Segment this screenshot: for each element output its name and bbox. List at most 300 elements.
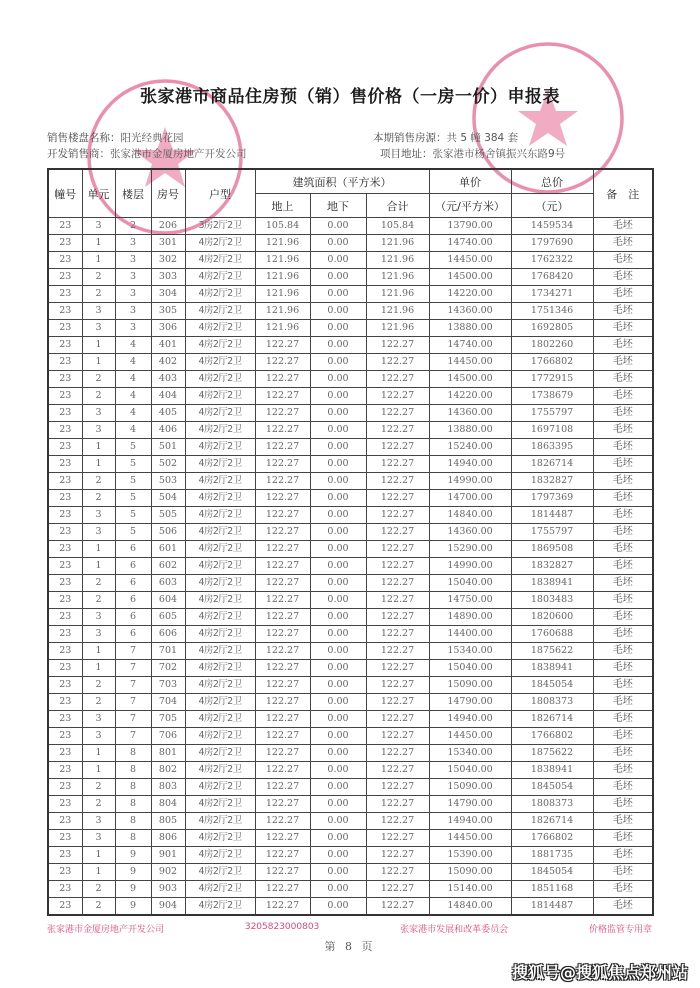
cell-room: 303 [151, 269, 185, 286]
cell-unit: 2 [82, 490, 115, 507]
cell-building: 23 [48, 881, 82, 898]
cell-room: 405 [151, 405, 185, 422]
cell-floor: 8 [115, 762, 151, 779]
cell-area-above: 122.27 [255, 439, 310, 456]
cell-total-price: 1838941 [511, 660, 593, 677]
cell-floor: 5 [115, 490, 151, 507]
cell-remark: 毛坯 [593, 286, 653, 303]
cell-building: 23 [48, 422, 82, 439]
cell-room: 703 [151, 677, 185, 694]
cell-building: 23 [48, 847, 82, 864]
cell-room: 803 [151, 779, 185, 796]
cell-room: 706 [151, 728, 185, 745]
table-row [48, 660, 653, 677]
cell-layout: 4房2厅2卫 [185, 337, 255, 354]
cell-remark: 毛坯 [593, 898, 653, 916]
cell-total-price: 1838941 [511, 575, 593, 592]
cell-unit: 3 [82, 524, 115, 541]
cell-remark: 毛坯 [593, 473, 653, 490]
cell-floor: 3 [115, 286, 151, 303]
cell-floor: 5 [115, 507, 151, 524]
cell-remark: 毛坯 [593, 694, 653, 711]
table-row [48, 609, 653, 626]
cell-layout: 4房2厅2卫 [185, 626, 255, 643]
cell-floor: 5 [115, 439, 151, 456]
cell-area-total: 122.27 [366, 694, 429, 711]
cell-unit: 1 [82, 439, 115, 456]
cell-room: 802 [151, 762, 185, 779]
cell-unit: 1 [82, 337, 115, 354]
cell-area-above: 121.96 [255, 269, 310, 286]
cell-unit-price: 15090.00 [429, 677, 511, 694]
cell-total-price: 1766802 [511, 728, 593, 745]
cell-unit: 1 [82, 558, 115, 575]
cell-unit-price: 14360.00 [429, 303, 511, 320]
table-row [48, 524, 653, 541]
cell-area-below: 0.00 [310, 813, 366, 830]
table-row [48, 864, 653, 881]
cell-unit: 3 [82, 422, 115, 439]
cell-total-price: 1766802 [511, 830, 593, 847]
cell-remark: 毛坯 [593, 745, 653, 762]
cell-layout: 4房2厅2卫 [185, 439, 255, 456]
cell-building: 23 [48, 745, 82, 762]
cell-area-total: 122.27 [366, 830, 429, 847]
cell-building: 23 [48, 592, 82, 609]
header-total-price: 总价 [511, 169, 593, 194]
cell-layout: 4房2厅2卫 [185, 694, 255, 711]
cell-total-price: 1797690 [511, 235, 593, 252]
cell-area-below: 0.00 [310, 728, 366, 745]
cell-remark: 毛坯 [593, 830, 653, 847]
cell-total-price: 1808373 [511, 694, 593, 711]
table-row [48, 643, 653, 660]
cell-layout: 4房2厅2卫 [185, 762, 255, 779]
cell-area-total: 121.96 [366, 269, 429, 286]
cell-unit-price: 15340.00 [429, 643, 511, 660]
cell-building: 23 [48, 558, 82, 575]
cell-floor: 6 [115, 609, 151, 626]
cell-area-above: 122.27 [255, 728, 310, 745]
cell-area-below: 0.00 [310, 779, 366, 796]
cell-building: 23 [48, 643, 82, 660]
cell-unit: 2 [82, 796, 115, 813]
table-row [48, 677, 653, 694]
cell-floor: 6 [115, 575, 151, 592]
cell-area-above: 122.27 [255, 813, 310, 830]
cell-total-price: 1845054 [511, 677, 593, 694]
cell-total-price: 1760688 [511, 626, 593, 643]
cell-area-below: 0.00 [310, 235, 366, 252]
address-label: 项目地址： [380, 148, 433, 160]
cell-layout: 4房2厅2卫 [185, 456, 255, 473]
cell-unit-price: 14360.00 [429, 524, 511, 541]
cell-remark: 毛坯 [593, 456, 653, 473]
cell-building: 23 [48, 813, 82, 830]
cell-layout: 4房2厅2卫 [185, 881, 255, 898]
table-row [48, 320, 653, 337]
cell-total-price: 1832827 [511, 473, 593, 490]
cell-unit: 3 [82, 813, 115, 830]
cell-floor: 5 [115, 473, 151, 490]
cell-remark: 毛坯 [593, 388, 653, 405]
cell-area-total: 122.27 [366, 354, 429, 371]
cell-area-above: 122.27 [255, 490, 310, 507]
table-row [48, 490, 653, 507]
cell-unit: 2 [82, 371, 115, 388]
cell-area-total: 122.27 [366, 626, 429, 643]
cell-room: 505 [151, 507, 185, 524]
cell-building: 23 [48, 677, 82, 694]
cell-area-below: 0.00 [310, 320, 366, 337]
cell-unit-price: 14890.00 [429, 609, 511, 626]
cell-total-price: 1814487 [511, 898, 593, 916]
cell-remark: 毛坯 [593, 813, 653, 830]
cell-room: 801 [151, 745, 185, 762]
cell-area-below: 0.00 [310, 371, 366, 388]
table-row [48, 269, 653, 286]
cell-area-total: 122.27 [366, 677, 429, 694]
cell-total-price: 1826714 [511, 711, 593, 728]
cell-remark: 毛坯 [593, 779, 653, 796]
cell-total-price: 1692805 [511, 320, 593, 337]
cell-floor: 7 [115, 643, 151, 660]
cell-layout: 4房2厅2卫 [185, 847, 255, 864]
table-row [48, 388, 653, 405]
table-row [48, 337, 653, 354]
cell-building: 23 [48, 830, 82, 847]
cell-unit: 3 [82, 507, 115, 524]
table-row [48, 218, 653, 235]
cell-room: 404 [151, 388, 185, 405]
cell-building: 23 [48, 388, 82, 405]
table-row [48, 745, 653, 762]
cell-floor: 6 [115, 558, 151, 575]
cell-area-above: 122.27 [255, 456, 310, 473]
cell-room: 503 [151, 473, 185, 490]
cell-area-above: 122.27 [255, 405, 310, 422]
cell-room: 501 [151, 439, 185, 456]
cell-area-below: 0.00 [310, 864, 366, 881]
cell-room: 403 [151, 371, 185, 388]
cell-area-total: 122.27 [366, 847, 429, 864]
cell-building: 23 [48, 405, 82, 422]
cell-unit: 1 [82, 762, 115, 779]
cell-area-total: 122.27 [366, 643, 429, 660]
cell-unit: 2 [82, 473, 115, 490]
cell-remark: 毛坯 [593, 558, 653, 575]
cell-unit-price: 14360.00 [429, 405, 511, 422]
cell-remark: 毛坯 [593, 354, 653, 371]
cell-floor: 8 [115, 830, 151, 847]
cell-unit-price: 14940.00 [429, 813, 511, 830]
cell-room: 602 [151, 558, 185, 575]
cell-total-price: 1802260 [511, 337, 593, 354]
cell-area-above: 122.27 [255, 745, 310, 762]
cell-floor: 5 [115, 456, 151, 473]
cell-unit: 1 [82, 252, 115, 269]
cell-area-below: 0.00 [310, 626, 366, 643]
cell-layout: 4房2厅2卫 [185, 779, 255, 796]
cell-layout: 4房2厅2卫 [185, 643, 255, 660]
stamp-legend [47, 922, 652, 935]
cell-floor: 8 [115, 779, 151, 796]
cell-area-above: 121.96 [255, 252, 310, 269]
cell-room: 704 [151, 694, 185, 711]
cell-area-above: 122.27 [255, 677, 310, 694]
cell-room: 702 [151, 660, 185, 677]
cell-total-price: 1762322 [511, 252, 593, 269]
cell-total-price: 1851168 [511, 881, 593, 898]
cell-layout: 4房2厅2卫 [185, 541, 255, 558]
cell-unit-price: 14450.00 [429, 830, 511, 847]
cell-area-below: 0.00 [310, 286, 366, 303]
price-table [47, 168, 654, 916]
cell-unit: 1 [82, 745, 115, 762]
table-row [48, 813, 653, 830]
cell-floor: 9 [115, 898, 151, 916]
cell-total-price: 1751346 [511, 303, 593, 320]
cell-area-total: 122.27 [366, 609, 429, 626]
cell-layout: 4房2厅2卫 [185, 898, 255, 916]
cell-remark: 毛坯 [593, 269, 653, 286]
header-room: 房号 [151, 169, 185, 218]
cell-floor: 3 [115, 235, 151, 252]
cell-layout: 4房2厅2卫 [185, 490, 255, 507]
cell-floor: 7 [115, 694, 151, 711]
cell-area-below: 0.00 [310, 354, 366, 371]
cell-area-total: 122.27 [366, 592, 429, 609]
cell-area-above: 122.27 [255, 643, 310, 660]
cell-unit-price: 15290.00 [429, 541, 511, 558]
cell-area-below: 0.00 [310, 541, 366, 558]
cell-remark: 毛坯 [593, 252, 653, 269]
developer-stamp-text: 张家港市金厦房地产开发公司 [47, 925, 165, 935]
table-row [48, 830, 653, 847]
cell-unit: 2 [82, 286, 115, 303]
cell-floor: 8 [115, 796, 151, 813]
cell-room: 504 [151, 490, 185, 507]
table-row [48, 456, 653, 473]
cell-area-below: 0.00 [310, 830, 366, 847]
cell-area-total: 121.96 [366, 286, 429, 303]
header-area-group: 建筑面积（平方米） [255, 169, 429, 194]
cell-area-above: 122.27 [255, 609, 310, 626]
cell-layout: 4房2厅2卫 [185, 796, 255, 813]
cell-area-above: 105.84 [255, 218, 310, 235]
cell-area-total: 122.27 [366, 864, 429, 881]
cell-floor: 4 [115, 422, 151, 439]
cell-total-price: 1845054 [511, 864, 593, 881]
cell-area-above: 122.27 [255, 337, 310, 354]
cell-area-total: 122.27 [366, 762, 429, 779]
cell-area-below: 0.00 [310, 847, 366, 864]
cell-floor: 6 [115, 626, 151, 643]
table-row [48, 354, 653, 371]
cell-floor: 4 [115, 354, 151, 371]
cell-room: 301 [151, 235, 185, 252]
cell-floor: 9 [115, 881, 151, 898]
cell-unit: 2 [82, 388, 115, 405]
table-row [48, 728, 653, 745]
cell-unit-price: 14990.00 [429, 558, 511, 575]
cell-area-total: 122.27 [366, 881, 429, 898]
cell-layout: 4房2厅2卫 [185, 269, 255, 286]
cell-unit: 2 [82, 898, 115, 916]
cell-unit: 1 [82, 354, 115, 371]
cell-area-below: 0.00 [310, 558, 366, 575]
cell-room: 306 [151, 320, 185, 337]
government-stamp-text: 张家港市发展和改革委员会 [400, 925, 509, 935]
cell-unit: 3 [82, 728, 115, 745]
cell-layout: 4房2厅2卫 [185, 371, 255, 388]
cell-building: 23 [48, 235, 82, 252]
cell-total-price: 1755797 [511, 524, 593, 541]
cell-area-above: 121.96 [255, 286, 310, 303]
cell-total-price: 1808373 [511, 796, 593, 813]
table-row [48, 252, 653, 269]
cell-unit: 1 [82, 660, 115, 677]
cell-remark: 毛坯 [593, 864, 653, 881]
cell-remark: 毛坯 [593, 422, 653, 439]
project-name-label: 销售楼盘名称： [47, 132, 121, 144]
cell-area-above: 122.27 [255, 694, 310, 711]
cell-building: 23 [48, 490, 82, 507]
cell-building: 23 [48, 456, 82, 473]
cell-layout: 4房2厅2卫 [185, 235, 255, 252]
cell-floor: 4 [115, 371, 151, 388]
cell-area-below: 0.00 [310, 745, 366, 762]
cell-layout: 4房2厅2卫 [185, 558, 255, 575]
cell-area-above: 122.27 [255, 575, 310, 592]
cell-building: 23 [48, 626, 82, 643]
header-total-area: 合计 [366, 194, 429, 218]
cell-area-below: 0.00 [310, 490, 366, 507]
table-row [48, 286, 653, 303]
cell-building: 23 [48, 354, 82, 371]
cell-layout: 3房2厅2卫 [185, 218, 255, 235]
cell-layout: 4房2厅2卫 [185, 354, 255, 371]
table-row [48, 507, 653, 524]
cell-room: 605 [151, 609, 185, 626]
cell-remark: 毛坯 [593, 541, 653, 558]
cell-area-total: 122.27 [366, 439, 429, 456]
cell-room: 904 [151, 898, 185, 916]
cell-remark: 毛坯 [593, 728, 653, 745]
cell-unit-price: 14750.00 [429, 592, 511, 609]
cell-floor: 4 [115, 388, 151, 405]
cell-building: 23 [48, 762, 82, 779]
cell-unit-price: 14840.00 [429, 898, 511, 916]
cell-area-below: 0.00 [310, 507, 366, 524]
cell-unit-price: 15340.00 [429, 745, 511, 762]
cell-unit-price: 13790.00 [429, 218, 511, 235]
cell-area-below: 0.00 [310, 252, 366, 269]
cell-area-above: 122.27 [255, 762, 310, 779]
cell-unit: 1 [82, 541, 115, 558]
cell-total-price: 1766802 [511, 354, 593, 371]
cell-building: 23 [48, 252, 82, 269]
cell-room: 406 [151, 422, 185, 439]
cell-unit: 1 [82, 456, 115, 473]
cell-total-price: 1875622 [511, 643, 593, 660]
cell-area-above: 122.27 [255, 388, 310, 405]
cell-building: 23 [48, 711, 82, 728]
cell-building: 23 [48, 218, 82, 235]
cell-layout: 4房2厅2卫 [185, 830, 255, 847]
cell-unit-price: 14400.00 [429, 626, 511, 643]
cell-area-below: 0.00 [310, 405, 366, 422]
cell-area-total: 122.27 [366, 813, 429, 830]
cell-area-above: 122.27 [255, 473, 310, 490]
cell-room: 302 [151, 252, 185, 269]
cell-unit: 2 [82, 779, 115, 796]
cell-total-price: 1803483 [511, 592, 593, 609]
supply-label: 本期销售房源： [373, 132, 447, 144]
cell-total-price: 1768420 [511, 269, 593, 286]
cell-area-total: 122.27 [366, 337, 429, 354]
cell-layout: 4房2厅2卫 [185, 728, 255, 745]
cell-area-below: 0.00 [310, 456, 366, 473]
cell-floor: 6 [115, 592, 151, 609]
cell-building: 23 [48, 371, 82, 388]
cell-area-total: 122.27 [366, 507, 429, 524]
cell-unit-price: 15090.00 [429, 864, 511, 881]
table-row [48, 711, 653, 728]
cell-unit-price: 14220.00 [429, 286, 511, 303]
cell-floor: 8 [115, 745, 151, 762]
table-row [48, 592, 653, 609]
cell-unit-price: 15140.00 [429, 881, 511, 898]
cell-area-above: 122.27 [255, 711, 310, 728]
cell-unit: 1 [82, 643, 115, 660]
cell-building: 23 [48, 269, 82, 286]
cell-unit: 3 [82, 626, 115, 643]
cell-floor: 8 [115, 813, 151, 830]
cell-area-below: 0.00 [310, 609, 366, 626]
cell-total-price: 1755797 [511, 405, 593, 422]
table-row [48, 575, 653, 592]
cell-area-above: 122.27 [255, 371, 310, 388]
cell-room: 804 [151, 796, 185, 813]
cell-layout: 4房2厅2卫 [185, 745, 255, 762]
table-row [48, 881, 653, 898]
cell-area-total: 121.96 [366, 235, 429, 252]
cell-area-total: 122.27 [366, 575, 429, 592]
cell-area-above: 122.27 [255, 507, 310, 524]
cell-unit-price: 14500.00 [429, 371, 511, 388]
cell-area-above: 122.27 [255, 881, 310, 898]
cell-layout: 4房2厅2卫 [185, 320, 255, 337]
cell-room: 902 [151, 864, 185, 881]
table-row [48, 422, 653, 439]
cell-area-below: 0.00 [310, 694, 366, 711]
cell-layout: 4房2厅2卫 [185, 813, 255, 830]
watermark: 搜狐号@搜狐焦点郑州站 [511, 963, 688, 982]
cell-remark: 毛坯 [593, 677, 653, 694]
cell-total-price: 1826714 [511, 456, 593, 473]
cell-remark: 毛坯 [593, 592, 653, 609]
cell-remark: 毛坯 [593, 405, 653, 422]
cell-unit-price: 15040.00 [429, 575, 511, 592]
cell-remark: 毛坯 [593, 320, 653, 337]
cell-area-below: 0.00 [310, 592, 366, 609]
cell-building: 23 [48, 337, 82, 354]
cell-building: 23 [48, 609, 82, 626]
cell-remark: 毛坯 [593, 847, 653, 864]
cell-total-price: 1869508 [511, 541, 593, 558]
cell-unit-price: 14450.00 [429, 252, 511, 269]
